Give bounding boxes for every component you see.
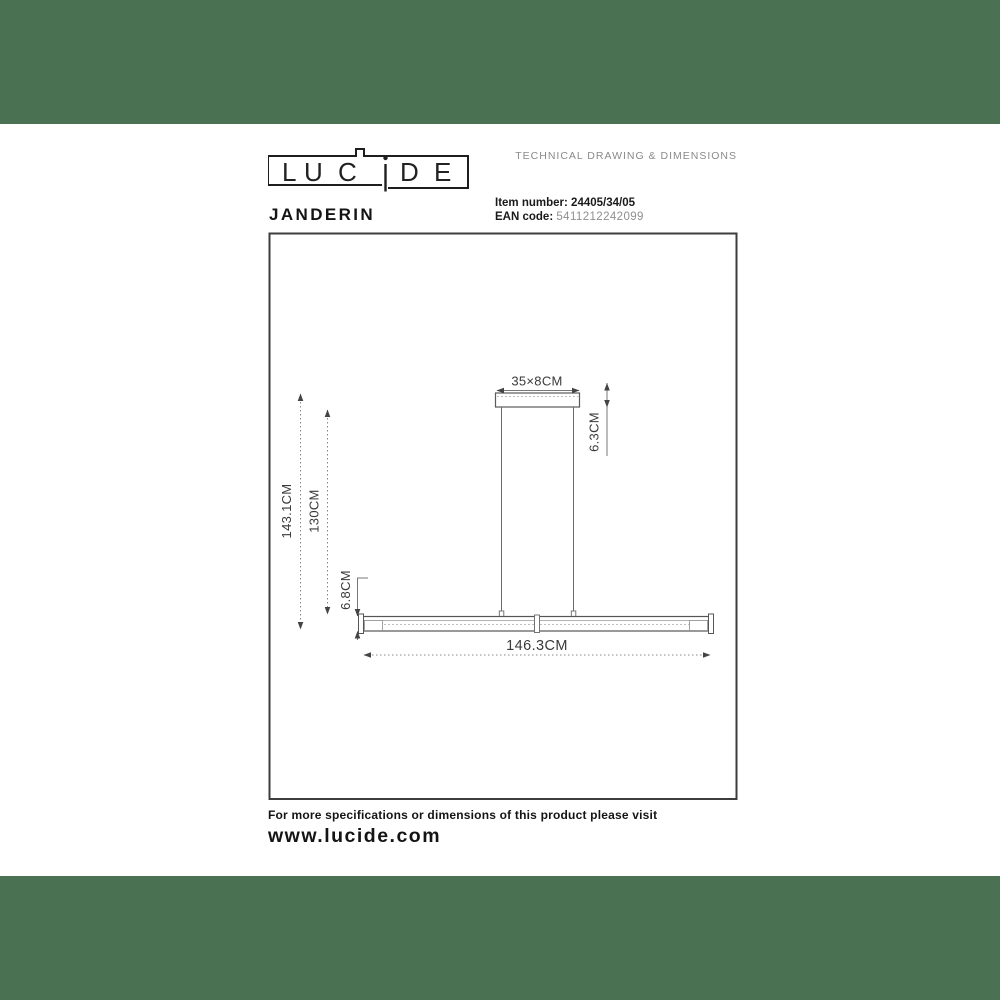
logo-letter-u: U bbox=[304, 157, 323, 187]
item-number-value: 24405/34/05 bbox=[571, 197, 635, 209]
lucide-logo bbox=[268, 143, 470, 195]
bar-end-cap-right bbox=[709, 614, 714, 634]
doc-type-label: TECHNICAL DRAWING & DIMENSIONS bbox=[515, 150, 737, 162]
ean-label: EAN code: bbox=[495, 211, 554, 223]
ean-row bbox=[495, 210, 644, 224]
dim-fixture-width-label: 146.3CM bbox=[506, 638, 568, 654]
bar-end-cap-left bbox=[359, 614, 364, 634]
dim-canopy-height-label: 6.3CM bbox=[586, 412, 602, 452]
green-band-bottom bbox=[0, 876, 1000, 1000]
dim-canopy-size-label: 35×8CM bbox=[511, 373, 563, 389]
ean-value: 5411212242099 bbox=[556, 211, 644, 223]
technical-drawing bbox=[268, 232, 738, 800]
logo-letter-c: C bbox=[338, 157, 357, 187]
logo-letter-d: D bbox=[400, 157, 419, 187]
dim-total-height-label: 143.1CM bbox=[279, 483, 294, 539]
canopy bbox=[496, 393, 580, 407]
logo-letter-e: E bbox=[434, 157, 452, 187]
footer-website: www.lucide.com bbox=[268, 825, 442, 847]
logo-letter-l: L bbox=[282, 157, 297, 187]
dim-fixture-height-label: 6.8CM bbox=[338, 570, 353, 610]
bar-middle-joint bbox=[535, 615, 540, 633]
green-band-top bbox=[0, 0, 1000, 124]
item-number-row bbox=[495, 196, 644, 210]
product-name: JANDERIN bbox=[269, 205, 376, 224]
item-info-block bbox=[495, 196, 644, 224]
footer-note: For more specifications or dimensions of this product please visit bbox=[268, 808, 658, 822]
logo-letter-i-dot bbox=[383, 156, 387, 160]
light-bar bbox=[359, 614, 714, 634]
drawing-frame bbox=[270, 234, 737, 800]
footer-block bbox=[268, 808, 657, 848]
item-number-label: Item number: bbox=[495, 197, 568, 209]
dim-suspension-height-label: 130CM bbox=[306, 489, 322, 533]
